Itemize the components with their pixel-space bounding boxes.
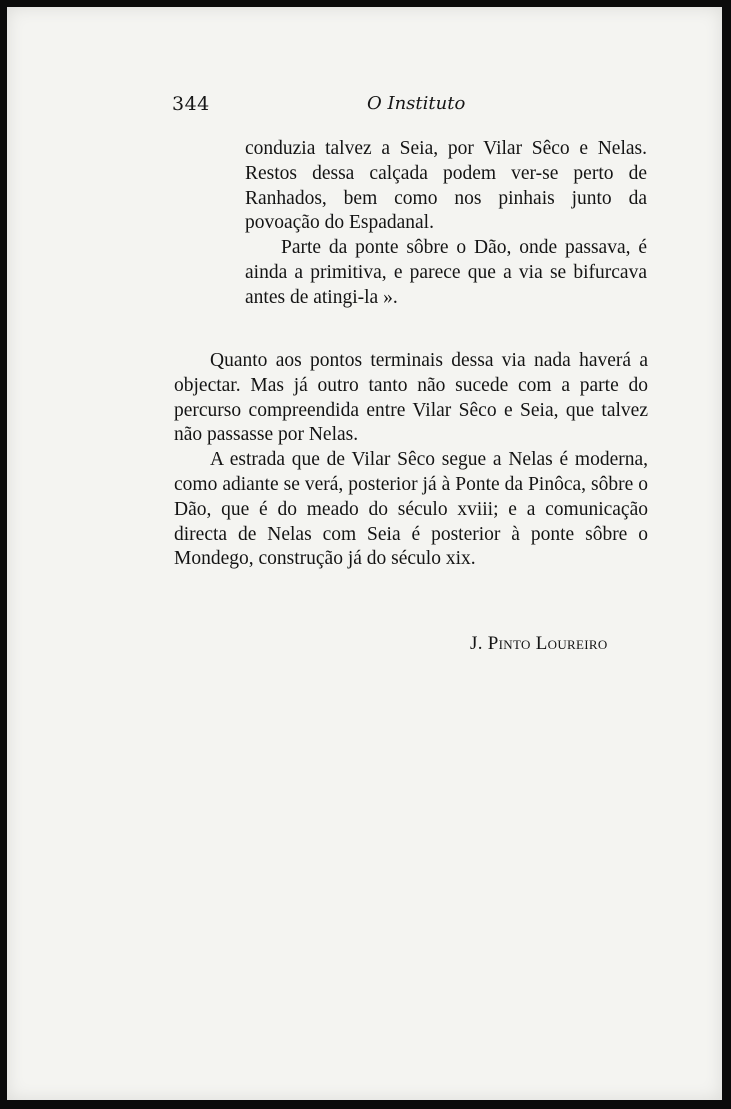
running-title: O Instituto (367, 93, 466, 114)
quote-paragraph-2: Parte da ponte sôbre o Dão, onde passava, é ainda a primitiva, e parece que a via se bifurcava antes de atingi-la ». (245, 237, 647, 308)
body-paragraph-1: Quanto aos pontos terminais dessa via nada haverá a objectar. Mas já outro tanto não sucede com a parte do percurso compreendida entre Vilar Sêco e Seia, que talvez não passasse por Nelas. (174, 350, 648, 446)
body-text (174, 349, 648, 572)
author-signature: J. Pinto Loureiro (470, 633, 608, 654)
body-paragraph-2: A estrada que de Vilar Sêco segue a Nelas é moderna, como adiante se verá, posterior já à Ponte da Pinôca, sôbre o Dão, que é do meado do século xviii; e a comunicação directa de Nelas com Seia é posterior à ponte sôbre o Mondego, construção já do século xix. (174, 449, 648, 570)
page-paper (7, 7, 722, 1100)
page-header (7, 93, 722, 119)
quoted-passage (245, 137, 647, 311)
page-number: 344 (172, 93, 210, 115)
quote-paragraph-1: conduzia talvez a Seia, por Vilar Sêco e Nelas. Restos dessa calçada podem ver-se perto de Ranhados, bem como nos pinhais junto da povoação do Espadanal. (245, 138, 647, 234)
